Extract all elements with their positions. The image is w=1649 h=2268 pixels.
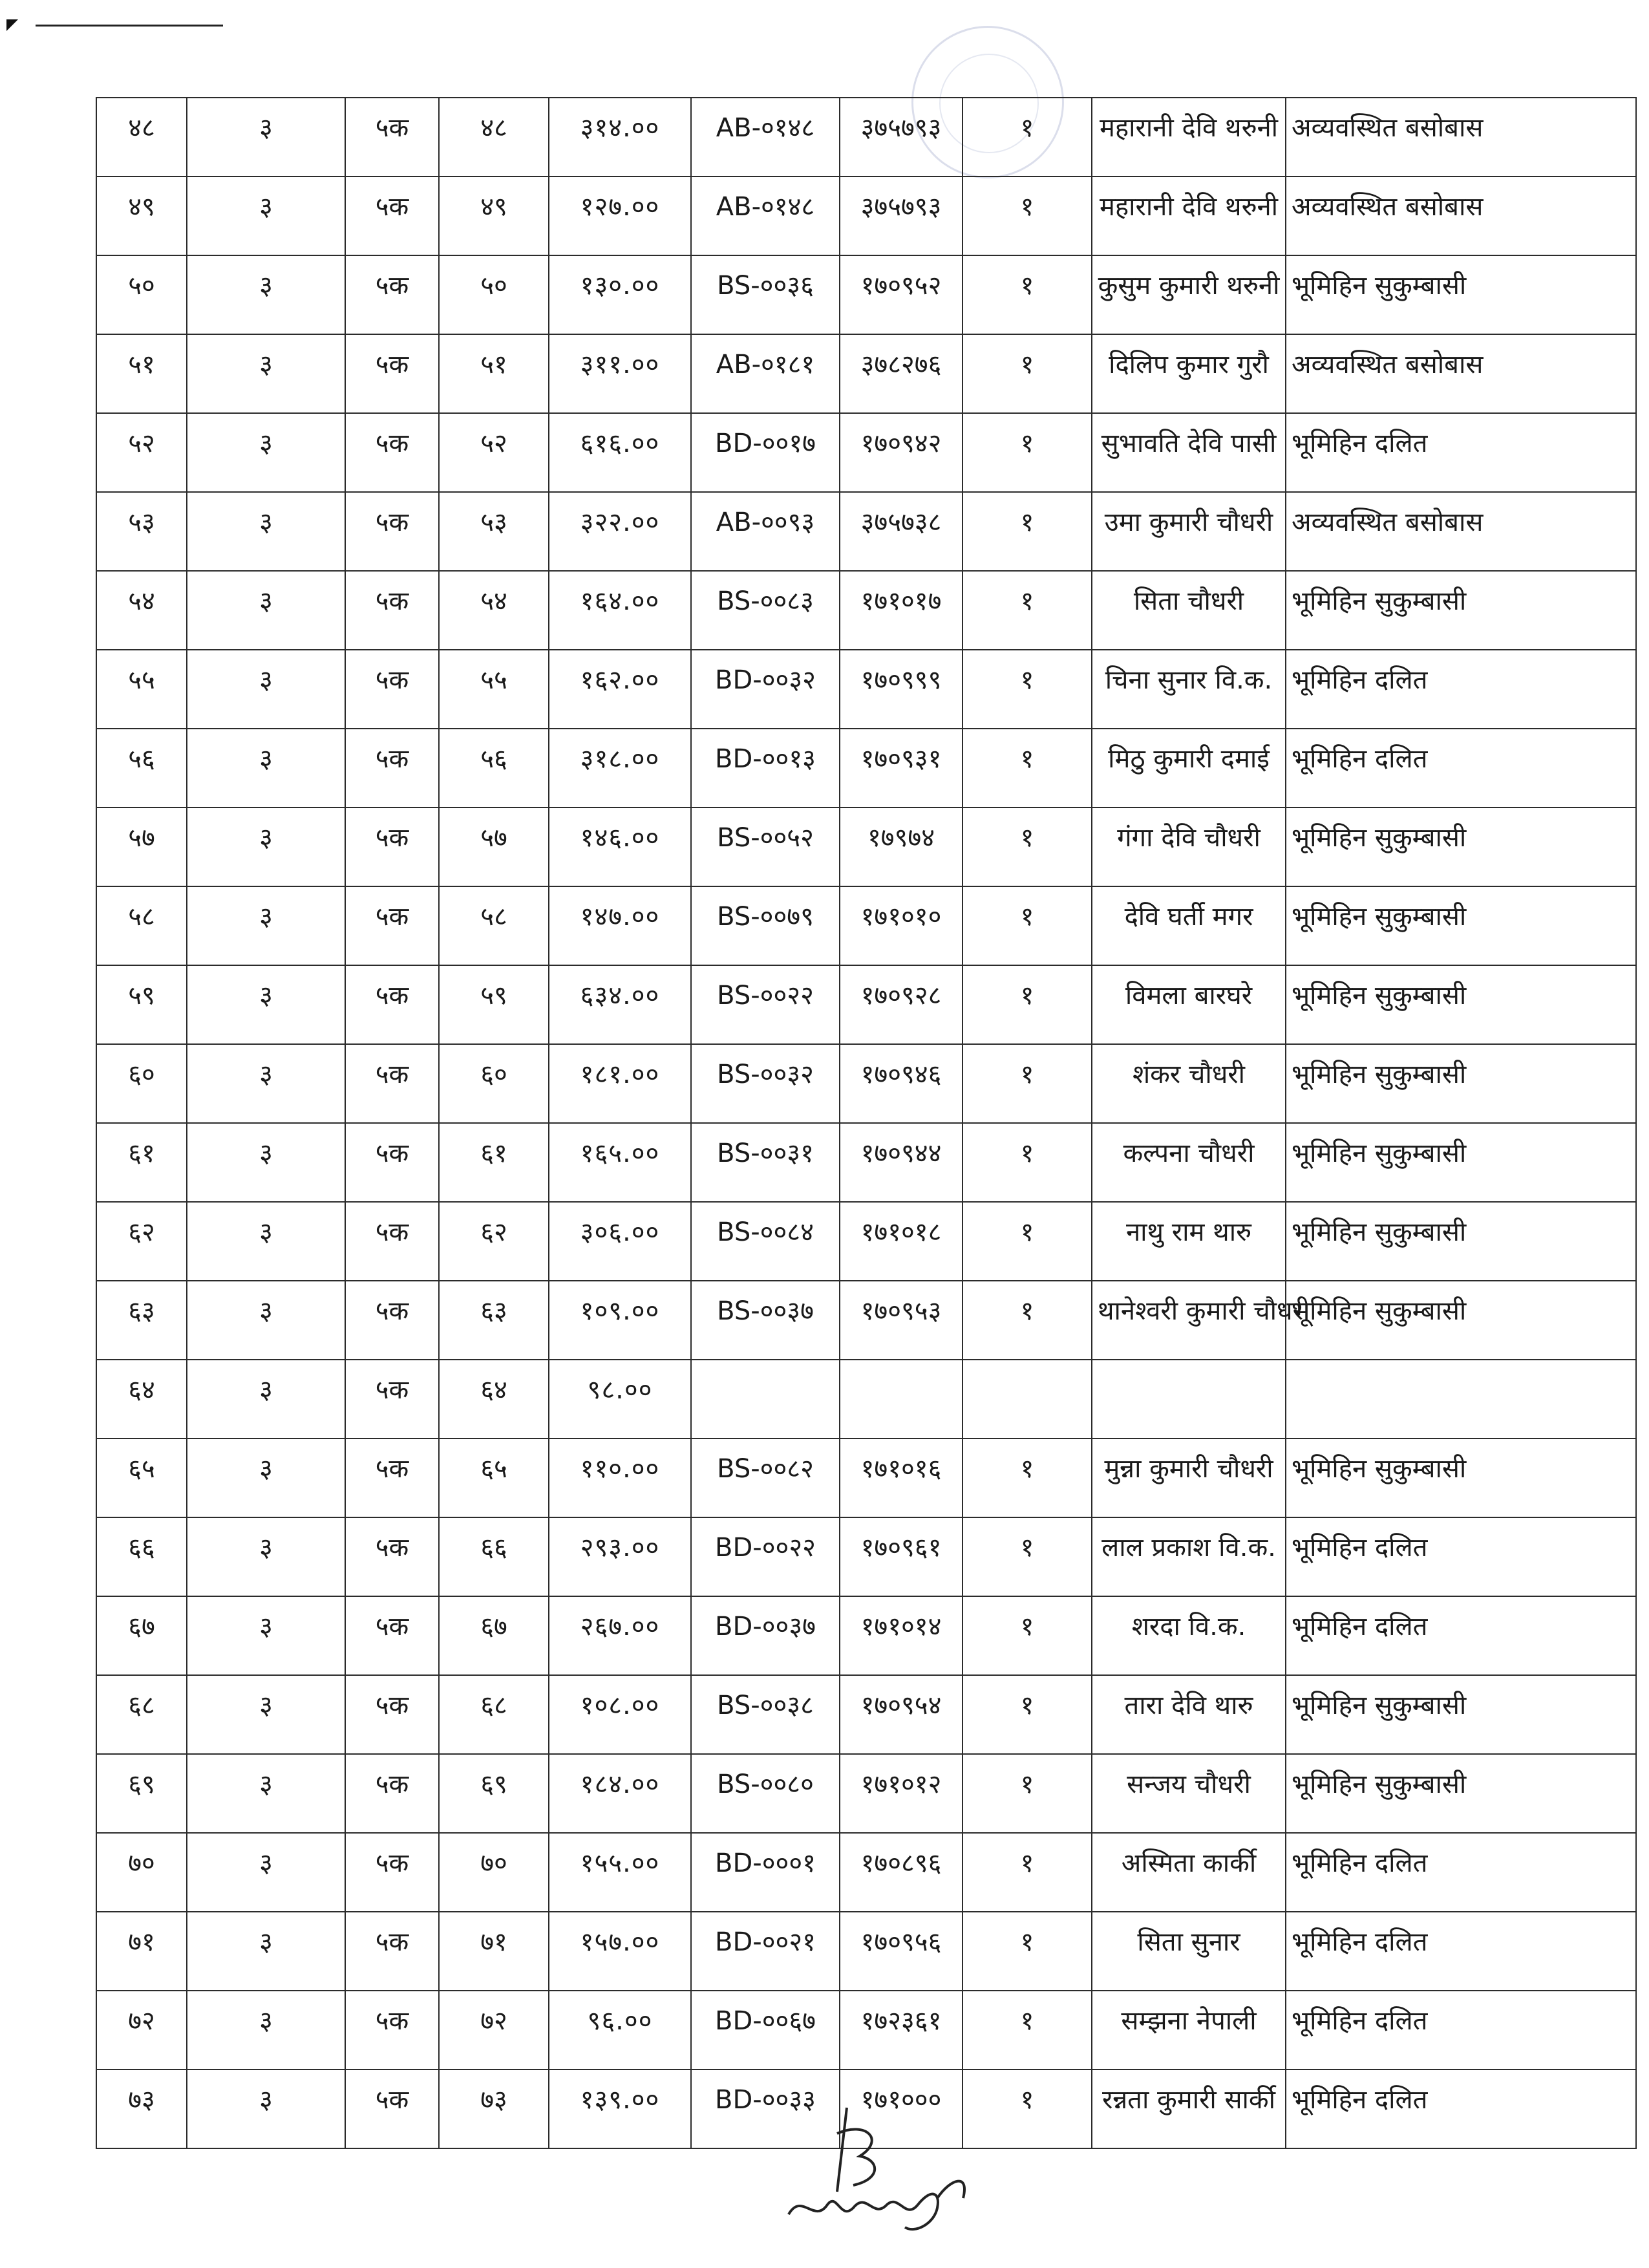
name-cell: तारा देवि थारु [1092,1675,1286,1754]
count-cell: १ [963,1991,1092,2070]
plot-cell: ७० [439,1833,549,1912]
sheet-cell: ५क [345,1596,439,1675]
category-cell: भूमिहिन दलित [1286,2070,1636,2148]
sheet-cell: ५क [345,1754,439,1833]
count-cell: १ [963,2070,1092,2148]
count-cell: १ [963,1675,1092,1754]
code-cell: AB-०१८१ [691,334,840,413]
name-cell: सन्जय चौधरी [1092,1754,1286,1833]
table-row [96,886,1636,965]
serial-cell: ४९ [96,177,187,255]
ward-cell: ३ [187,98,345,177]
count-cell: १ [963,413,1092,492]
code-cell: BD-०००१ [691,1833,840,1912]
id-cell: १७१०१८ [840,1202,963,1281]
category-cell: भूमिहिन दलित [1286,1833,1636,1912]
ward-cell: ३ [187,729,345,808]
serial-cell: ४८ [96,98,187,177]
area-cell: १०९.०० [549,1281,691,1360]
code-cell: BS-००२२ [691,965,840,1044]
table-row [96,1833,1636,1912]
area-cell: ३११.०० [549,334,691,413]
id-cell: १७०९४६ [840,1044,963,1123]
ward-cell: ३ [187,492,345,571]
plot-cell: ७३ [439,2070,549,2148]
code-cell: BD-००२१ [691,1912,840,1991]
name-cell: सुभावति देवि पासी [1092,413,1286,492]
ward-cell: ३ [187,413,345,492]
id-cell: १७०९४२ [840,413,963,492]
category-cell: अव्यवस्थित बसोबास [1286,334,1636,413]
table-row [96,177,1636,255]
category-cell: भूमिहिन सुकुम्बासी [1286,1439,1636,1517]
name-cell: मुन्ना कुमारी चौधरी [1092,1439,1286,1517]
category-cell: भूमिहिन सुकुम्बासी [1286,1123,1636,1202]
top-rule [36,25,223,27]
area-cell: ३२२.०० [549,492,691,571]
sheet-cell: ५क [345,255,439,334]
name-cell: सिता सुनार [1092,1912,1286,1991]
ward-cell: ३ [187,1281,345,1360]
ward-cell: ३ [187,965,345,1044]
id-cell [840,1360,963,1439]
serial-cell: ५१ [96,334,187,413]
area-cell: ६१६.०० [549,413,691,492]
sheet-cell: ५क [345,1123,439,1202]
table-row [96,808,1636,886]
name-cell: कल्पना चौधरी [1092,1123,1286,1202]
id-cell: ३७८२७६ [840,334,963,413]
name-cell: कुसुम कुमारी थरुनी [1092,255,1286,334]
table-body [96,98,1636,2148]
category-cell: भूमिहिन सुकुम्बासी [1286,1281,1636,1360]
ward-cell: ३ [187,886,345,965]
count-cell: १ [963,729,1092,808]
category-cell: भूमिहिन सुकुम्बासी [1286,1754,1636,1833]
sheet-cell: ५क [345,334,439,413]
table-row [96,1912,1636,1991]
code-cell: BS-००८२ [691,1439,840,1517]
count-cell: १ [963,1123,1092,1202]
code-cell: BS-००८४ [691,1202,840,1281]
count-cell: १ [963,1044,1092,1123]
serial-cell: ६९ [96,1754,187,1833]
ward-cell: ३ [187,650,345,729]
serial-cell: ६३ [96,1281,187,1360]
category-cell: अव्यवस्थित बसोबास [1286,177,1636,255]
plot-cell: ५७ [439,808,549,886]
id-cell: १७१०१७ [840,571,963,650]
serial-cell: ५९ [96,965,187,1044]
category-cell: भूमिहिन सुकुम्बासी [1286,1044,1636,1123]
sheet-cell: ५क [345,413,439,492]
id-cell: १७०९४४ [840,1123,963,1202]
id-cell: १७०९६१ [840,1517,963,1596]
code-cell: BS-००५२ [691,808,840,886]
plot-cell: ५६ [439,729,549,808]
id-cell: १७१०१४ [840,1596,963,1675]
code-cell [691,1360,840,1439]
sheet-cell: ५क [345,1360,439,1439]
id-cell: ३७५७९३ [840,177,963,255]
ward-cell: ३ [187,1360,345,1439]
area-cell: १६५.०० [549,1123,691,1202]
plot-cell: ६२ [439,1202,549,1281]
serial-cell: ६५ [96,1439,187,1517]
name-cell: शरदा वि.क. [1092,1596,1286,1675]
serial-cell: ७२ [96,1991,187,2070]
code-cell: AB-०१४८ [691,98,840,177]
sheet-cell: ५क [345,1044,439,1123]
category-cell: भूमिहिन सुकुम्बासी [1286,1675,1636,1754]
plot-cell: ५८ [439,886,549,965]
name-cell: महारानी देवि थरुनी [1092,177,1286,255]
plot-cell: ६५ [439,1439,549,1517]
plot-cell: ६० [439,1044,549,1123]
table-row [96,1754,1636,1833]
plot-cell: ६३ [439,1281,549,1360]
table-row [96,1202,1636,1281]
name-cell: मिठु कुमारी दमाई [1092,729,1286,808]
sheet-cell: ५क [345,1439,439,1517]
id-cell: १७९७४ [840,808,963,886]
ward-cell: ३ [187,1675,345,1754]
count-cell: १ [963,1281,1092,1360]
land-record-table [96,97,1637,2149]
plot-cell: ५१ [439,334,549,413]
plot-cell: ५५ [439,650,549,729]
ward-cell: ३ [187,571,345,650]
table-row [96,1675,1636,1754]
count-cell: १ [963,1202,1092,1281]
sheet-cell: ५क [345,729,439,808]
table-row [96,334,1636,413]
ward-cell: ३ [187,1044,345,1123]
area-cell: ११०.०० [549,1439,691,1517]
code-cell: BD-००३२ [691,650,840,729]
plot-cell: ४९ [439,177,549,255]
ward-cell: ३ [187,334,345,413]
count-cell: १ [963,1833,1092,1912]
count-cell [963,1360,1092,1439]
plot-cell: ६६ [439,1517,549,1596]
serial-cell: ५८ [96,886,187,965]
name-cell: महारानी देवि थरुनी [1092,98,1286,177]
sheet-cell: ५क [345,1833,439,1912]
serial-cell: ६४ [96,1360,187,1439]
code-cell: BD-००३३ [691,2070,840,2148]
code-cell: BD-००६७ [691,1991,840,2070]
id-cell: १७०९५३ [840,1281,963,1360]
code-cell: BD-००१३ [691,729,840,808]
id-cell: १७१०१२ [840,1754,963,1833]
table-row [96,492,1636,571]
area-cell: ३०६.०० [549,1202,691,1281]
count-cell: १ [963,177,1092,255]
sheet-cell: ५क [345,1912,439,1991]
code-cell: BS-००८३ [691,571,840,650]
count-cell: १ [963,255,1092,334]
code-cell: AB-०१४८ [691,177,840,255]
serial-cell: ६० [96,1044,187,1123]
plot-cell: ५२ [439,413,549,492]
plot-cell: ७१ [439,1912,549,1991]
serial-cell: ६७ [96,1596,187,1675]
area-cell: १४७.०० [549,886,691,965]
serial-cell: ५० [96,255,187,334]
id-cell: १७१०१० [840,886,963,965]
count-cell: १ [963,1912,1092,1991]
id-cell: ३७५७३८ [840,492,963,571]
area-cell: १४६.०० [549,808,691,886]
sheet-cell: ५क [345,965,439,1044]
area-cell: ९८.०० [549,1360,691,1439]
count-cell: १ [963,1439,1092,1517]
area-cell: ६३४.०० [549,965,691,1044]
table-row [96,1123,1636,1202]
area-cell: २९३.०० [549,1517,691,1596]
code-cell: BS-००३१ [691,1123,840,1202]
table-row [96,729,1636,808]
serial-cell: ७१ [96,1912,187,1991]
category-cell: भूमिहिन सुकुम्बासी [1286,571,1636,650]
category-cell: भूमिहिन दलित [1286,413,1636,492]
sheet-cell: ५क [345,177,439,255]
serial-cell: ६८ [96,1675,187,1754]
ward-cell: ३ [187,2070,345,2148]
plot-cell: ६४ [439,1360,549,1439]
category-cell: अव्यवस्थित बसोबास [1286,98,1636,177]
category-cell: भूमिहिन दलित [1286,729,1636,808]
table-row [96,98,1636,177]
category-cell: भूमिहिन सुकुम्बासी [1286,965,1636,1044]
ward-cell: ३ [187,1517,345,1596]
table-row [96,1439,1636,1517]
name-cell: नाथु राम थारु [1092,1202,1286,1281]
category-cell: भूमिहिन सुकुम्बासी [1286,255,1636,334]
ward-cell: ३ [187,1991,345,2070]
area-cell: १२७.०० [549,177,691,255]
plot-cell: ६१ [439,1123,549,1202]
plot-cell: ५९ [439,965,549,1044]
plot-cell: ५० [439,255,549,334]
ward-cell: ३ [187,1596,345,1675]
area-cell: १५७.०० [549,1912,691,1991]
serial-cell: ५५ [96,650,187,729]
count-cell: १ [963,1517,1092,1596]
id-cell: १७०९९९ [840,650,963,729]
area-cell: १३०.०० [549,255,691,334]
table-row [96,1281,1636,1360]
count-cell: १ [963,571,1092,650]
code-cell: BS-००८० [691,1754,840,1833]
ward-cell: ३ [187,177,345,255]
name-cell: दिलिप कुमार गुरौ [1092,334,1286,413]
count-cell: १ [963,98,1092,177]
category-cell: भूमिहिन सुकुम्बासी [1286,1202,1636,1281]
plot-cell: ५३ [439,492,549,571]
count-cell: १ [963,1596,1092,1675]
ward-cell: ३ [187,808,345,886]
count-cell: १ [963,808,1092,886]
id-cell: १७०८९६ [840,1833,963,1912]
name-cell [1092,1360,1286,1439]
category-cell: भूमिहिन दलित [1286,1912,1636,1991]
table-row [96,650,1636,729]
category-cell: भूमिहिन दलित [1286,1991,1636,2070]
count-cell: १ [963,334,1092,413]
area-cell: १८४.०० [549,1754,691,1833]
table-row [96,1517,1636,1596]
name-cell: गंगा देवि चौधरी [1092,808,1286,886]
sheet-cell: ५क [345,886,439,965]
count-cell: १ [963,492,1092,571]
table-row [96,571,1636,650]
plot-cell: ६७ [439,1596,549,1675]
table-row [96,1044,1636,1123]
sheet-cell: ५क [345,1517,439,1596]
sheet-cell: ५क [345,808,439,886]
serial-cell: ५२ [96,413,187,492]
count-cell: १ [963,1754,1092,1833]
signature [776,2095,983,2237]
code-cell: BS-००७९ [691,886,840,965]
area-cell: १०८.०० [549,1675,691,1754]
ward-cell: ३ [187,1912,345,1991]
category-cell: भूमिहिन दलित [1286,650,1636,729]
area-cell: ९६.०० [549,1991,691,2070]
area-cell: १६४.०० [549,571,691,650]
id-cell: ३७५७९३ [840,98,963,177]
code-cell: BD-००३७ [691,1596,840,1675]
name-cell: विमला बारघरे [1092,965,1286,1044]
code-cell: BD-००१७ [691,413,840,492]
name-cell: सिता चौधरी [1092,571,1286,650]
serial-cell: ७० [96,1833,187,1912]
plot-cell: ६९ [439,1754,549,1833]
name-cell: सम्झना नेपाली [1092,1991,1286,2070]
serial-cell: ६६ [96,1517,187,1596]
ward-cell: ३ [187,1439,345,1517]
table-row [96,965,1636,1044]
code-cell: BS-००३२ [691,1044,840,1123]
table-row [96,1360,1636,1439]
area-cell: ३१४.०० [549,98,691,177]
name-cell: लाल प्रकाश वि.क. [1092,1517,1286,1596]
sheet-cell: ५क [345,571,439,650]
area-cell: १३९.०० [549,2070,691,2148]
area-cell: १६२.०० [549,650,691,729]
name-cell: रन्नता कुमारी सार्की [1092,2070,1286,2148]
name-cell: देवि घर्ती मगर [1092,886,1286,965]
area-cell: १५५.०० [549,1833,691,1912]
sheet-cell: ५क [345,1675,439,1754]
count-cell: १ [963,965,1092,1044]
category-cell [1286,1360,1636,1439]
sheet-cell: ५क [345,492,439,571]
count-cell: १ [963,650,1092,729]
serial-cell: ६१ [96,1123,187,1202]
id-cell: १७१००० [840,2070,963,2148]
category-cell: भूमिहिन सुकुम्बासी [1286,808,1636,886]
plot-cell: ७२ [439,1991,549,2070]
ward-cell: ३ [187,1202,345,1281]
plot-cell: ४८ [439,98,549,177]
id-cell: १७२३६१ [840,1991,963,2070]
category-cell: अव्यवस्थित बसोबास [1286,492,1636,571]
id-cell: १७०९५४ [840,1675,963,1754]
sheet-cell: ५क [345,98,439,177]
code-cell: BS-००३७ [691,1281,840,1360]
name-cell: शंकर चौधरी [1092,1044,1286,1123]
ward-cell: ३ [187,1833,345,1912]
code-cell: BS-००३८ [691,1675,840,1754]
name-cell: अस्मिता कार्की [1092,1833,1286,1912]
table-row [96,1596,1636,1675]
name-cell: थानेश्वरी कुमारी चौधरी [1092,1281,1286,1360]
ward-cell: ३ [187,255,345,334]
sheet-cell: ५क [345,1991,439,2070]
id-cell: १७०९५६ [840,1912,963,1991]
ward-cell: ३ [187,1754,345,1833]
id-cell: १७१०१६ [840,1439,963,1517]
sheet-cell: ५क [345,1281,439,1360]
serial-cell: ५३ [96,492,187,571]
name-cell: उमा कुमारी चौधरी [1092,492,1286,571]
id-cell: १७०९५२ [840,255,963,334]
plot-cell: ६८ [439,1675,549,1754]
category-cell: भूमिहिन दलित [1286,1596,1636,1675]
sheet-cell: ५क [345,650,439,729]
serial-cell: ५४ [96,571,187,650]
ward-cell: ३ [187,1123,345,1202]
serial-cell: ५६ [96,729,187,808]
name-cell: चिना सुनार वि.क. [1092,650,1286,729]
category-cell: भूमिहिन दलित [1286,1517,1636,1596]
sheet-cell: ५क [345,2070,439,2148]
area-cell: ३१८.०० [549,729,691,808]
sheet-cell: ५क [345,1202,439,1281]
serial-cell: ७३ [96,2070,187,2148]
category-cell: भूमिहिन सुकुम्बासी [1286,886,1636,965]
code-cell: BD-००२२ [691,1517,840,1596]
table-row [96,413,1636,492]
id-cell: १७०९२८ [840,965,963,1044]
table-row [96,1991,1636,2070]
table-row [96,255,1636,334]
code-cell: BS-००३६ [691,255,840,334]
plot-cell: ५४ [439,571,549,650]
serial-cell: ६२ [96,1202,187,1281]
serial-cell: ५७ [96,808,187,886]
area-cell: १८१.०० [549,1044,691,1123]
id-cell: १७०९३१ [840,729,963,808]
scan-corner-mark [6,19,18,31]
area-cell: २६७.०० [549,1596,691,1675]
code-cell: AB-००९३ [691,492,840,571]
count-cell: १ [963,886,1092,965]
